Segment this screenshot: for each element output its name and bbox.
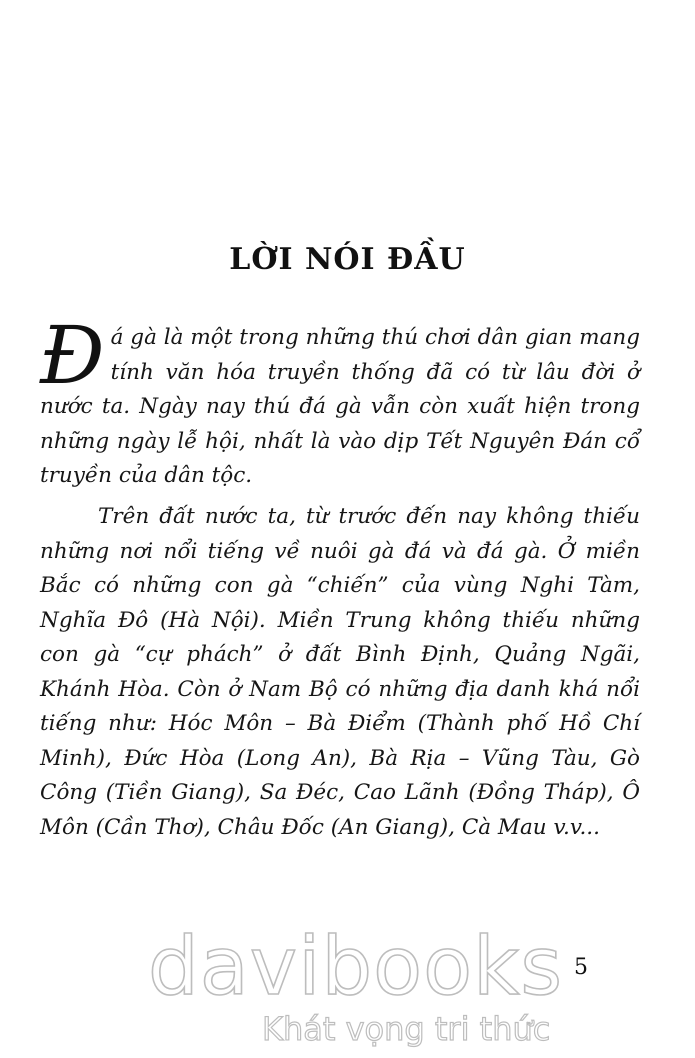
paragraph-1-text: á gà là một trong những thú chơi dân gian mang tính văn hóa truyền thống đã có từ lâu đời ở nước ta. Ngày nay thú đá gà vẫn còn xuất hiện trong những ngày lễ hội, nhất là vào dịp Tết Nguyên Đán cổ truyền của dân tộc. (40, 325, 640, 488)
drop-cap: Đ (40, 309, 105, 402)
page-title: LỜI NÓI ĐẦU (229, 242, 466, 277)
watermark-slogan: Khát vọng tri thức (262, 1010, 551, 1048)
page-number: 5 (574, 955, 588, 980)
watermark-logo: davibooks (148, 920, 564, 1013)
paragraph-2: Trên đất nước ta, từ trước đến nay không thiếu những nơi nổi tiếng về nuôi gà đá và đá gà. Ở miền Bắc có những con gà “chiến” của vùng Nghi Tàm, Nghĩa Đô (Hà Nội). Miền Trung không thiếu những con gà “cự phách” ở đất Bình Định, Quảng Ngãi, Khánh Hòa. Còn ở Nam Bộ có những địa danh khá nổi tiếng như: Hóc Môn – Bà Điểm (Thành phố Hồ Chí Minh), Đức Hòa (Long An), Bà Rịa – Vũng Tàu, Gò Công (Tiền Giang), Sa Đéc, Cao Lãnh (Đồng Tháp), Ô Môn (Cần Thơ), Châu Đốc (An Giang), Cà Mau v.v... (40, 504, 640, 840)
paragraph-1 (40, 309, 640, 494)
